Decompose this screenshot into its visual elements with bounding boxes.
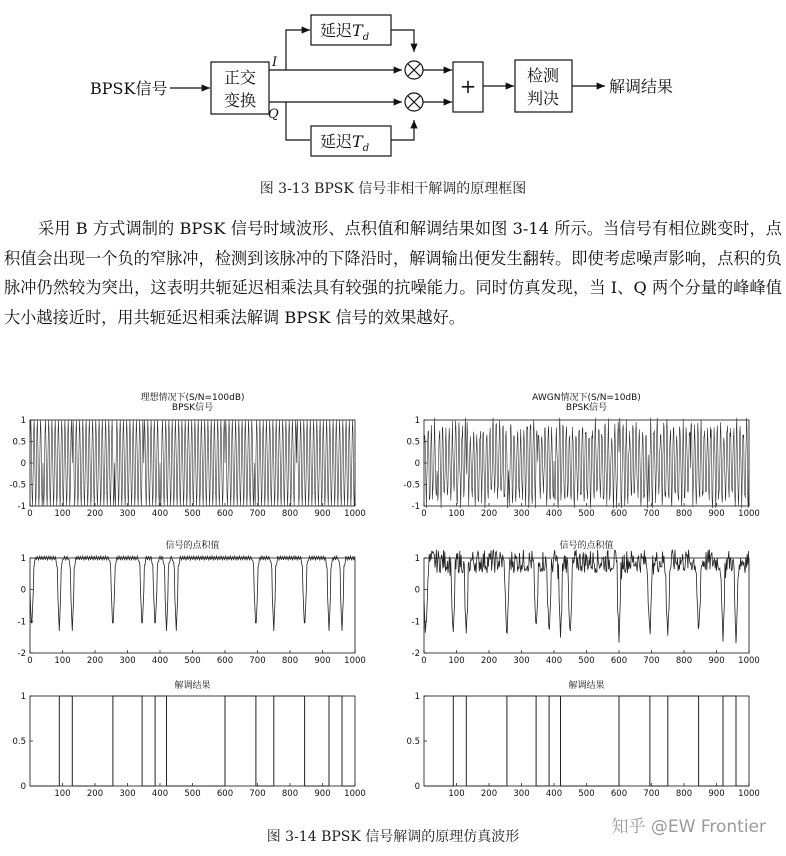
x-tick-label: 1000: [344, 789, 366, 799]
y-tick-label: -2: [411, 649, 420, 659]
x-tick-label: 300: [119, 789, 136, 799]
x-tick-label: 1000: [344, 509, 366, 519]
x-tick-label: 300: [513, 509, 530, 519]
i-label: I: [272, 55, 278, 70]
plot-frame: [30, 696, 355, 786]
x-tick-label: 900: [708, 789, 725, 799]
x-tick-label: 100: [54, 656, 71, 666]
x-tick-label: 300: [513, 789, 530, 799]
plot-subtitle: BPSK信号: [171, 403, 214, 413]
x-tick-label: 900: [314, 509, 331, 519]
x-tick-label: 300: [513, 656, 530, 666]
block-diagram: [0, 0, 786, 175]
y-tick-label: -0.5: [9, 480, 26, 491]
x-tick-label: 500: [578, 656, 595, 666]
x-tick-label: 200: [86, 789, 104, 799]
x-tick-label: 700: [643, 789, 660, 799]
sum-symbol: +: [459, 74, 477, 98]
dot-product-line: [30, 556, 355, 631]
plot-title: 解调结果: [568, 681, 605, 691]
y-tick-label: 1: [20, 692, 26, 702]
x-tick-label: 800: [281, 509, 299, 519]
paragraph-text: 采用 B 方式调制的 BPSK 信号时域波形、点积值和解调结果如图 3-14 所示。当信号有相位跳变时，点积值会出现一个负的窄脉冲，检测到该脉冲的下降沿时，解调输出便发生翻转。即使考虑噪声影响，点积的负脉冲仍然较为突出，这表明共轭延迟相乘法具有较强的抗噪能力。同时仿真发现，当 I、Q 两个分量的峰峰值大小越接近时，用共轭延迟相乘法解调 BPSK 信号的效果越好。: [4, 219, 782, 327]
y-tick-label: 1: [414, 554, 420, 564]
x-tick-label: 700: [249, 656, 266, 666]
bpsk-waveform: [424, 418, 749, 508]
x-tick-label: 100: [54, 789, 71, 799]
x-tick-label: 500: [578, 789, 595, 799]
detect-block-line2: 判决: [526, 89, 560, 108]
x-tick-label: 600: [216, 656, 234, 666]
input-label: BPSK信号: [90, 79, 168, 98]
x-tick-label: 200: [86, 656, 104, 666]
x-tick-label: 700: [249, 789, 266, 799]
x-tick-label: 100: [448, 656, 465, 666]
x-tick-label: 400: [545, 656, 563, 666]
delay-bottom-label: 延迟$T_d$: [320, 132, 370, 154]
plot-frame: [30, 558, 355, 653]
x-tick-label: 800: [281, 656, 299, 666]
x-tick-label: 1000: [738, 789, 760, 799]
x-tick-label: 700: [643, 656, 660, 666]
x-tick-label: 600: [610, 656, 628, 666]
x-tick-label: 400: [151, 789, 169, 799]
q-label: Q: [268, 107, 279, 122]
x-tick-label: 500: [184, 656, 201, 666]
x-tick-label: 300: [119, 509, 136, 519]
x-tick-label: 400: [151, 509, 169, 519]
x-tick-label: 0: [27, 656, 33, 666]
x-tick-label: 700: [249, 509, 266, 519]
delay-top-label: 延迟$T_d$: [320, 21, 370, 43]
plot-demod-awgn: [394, 680, 784, 810]
x-tick-label: 900: [708, 509, 725, 519]
x-tick-label: 300: [119, 656, 136, 666]
dot-product-line: [424, 550, 749, 644]
x-tick-label: 800: [675, 509, 693, 519]
x-tick-label: 400: [545, 789, 563, 799]
bpsk-waveform: [30, 420, 355, 506]
x-tick-label: 100: [448, 509, 465, 519]
x-tick-label: 600: [216, 509, 234, 519]
x-tick-label: 200: [86, 509, 104, 519]
y-tick-label: 0: [20, 782, 26, 792]
x-tick-label: 800: [675, 789, 693, 799]
plot-title: AWGN情况下(S/N=10dB): [532, 393, 641, 403]
x-tick-label: 200: [480, 509, 498, 519]
plot-frame: [424, 696, 749, 786]
plot-dot-product-ideal: [0, 540, 390, 670]
x-tick-label: 0: [421, 509, 427, 519]
plot-demod-ideal: [0, 680, 390, 810]
x-tick-label: 400: [151, 656, 169, 666]
plot-title: 信号的点积值: [559, 541, 614, 551]
x-tick-label: 100: [54, 509, 71, 519]
x-tick-label: 400: [545, 509, 563, 519]
x-tick-label: 800: [675, 656, 693, 666]
x-tick-label: 500: [184, 509, 201, 519]
x-tick-label: 900: [314, 789, 331, 799]
watermark-text: 知乎 @EW Frontier: [611, 817, 766, 837]
y-tick-label: 0.5: [12, 737, 26, 747]
y-tick-label: -2: [17, 649, 26, 659]
x-tick-label: 100: [448, 789, 465, 799]
y-tick-label: -1: [17, 502, 26, 512]
x-tick-label: 0: [27, 509, 33, 519]
y-tick-label: -1: [17, 617, 26, 628]
plot-bpsk-awgn: [394, 392, 784, 532]
y-tick-label: 0: [414, 585, 420, 596]
plot-dot-product-awgn: [394, 540, 784, 670]
x-tick-label: 1000: [738, 509, 760, 519]
plot-subtitle: BPSK信号: [565, 403, 608, 413]
y-tick-label: 0: [414, 782, 420, 792]
x-tick-label: 600: [216, 789, 234, 799]
figure-caption-2: 图 3-14 BPSK 信号解调的原理仿真波形: [266, 829, 520, 845]
iq-block-line1: 正交: [223, 68, 257, 87]
demod-step-line: [424, 696, 749, 786]
y-tick-label: 0.5: [406, 737, 420, 747]
y-tick-label: 1: [414, 416, 420, 426]
x-tick-label: 200: [480, 789, 498, 799]
output-label: 解调结果: [609, 77, 674, 96]
plot-title: 理想情况下(S/N=100dB): [140, 393, 245, 403]
demod-step-line: [30, 696, 355, 786]
y-tick-label: 0.5: [406, 437, 420, 448]
figure-caption-1: 图 3-13 BPSK 信号非相干解调的原理框图: [259, 181, 527, 197]
y-tick-label: -1: [411, 502, 420, 512]
plot-title: 解调结果: [174, 681, 211, 691]
x-tick-label: 500: [184, 789, 201, 799]
y-tick-label: 0.5: [12, 437, 26, 448]
x-tick-label: 600: [610, 509, 628, 519]
x-tick-label: 700: [643, 509, 660, 519]
x-tick-label: 800: [281, 789, 299, 799]
y-tick-label: 1: [20, 554, 26, 564]
x-tick-label: 900: [708, 656, 725, 666]
plot-bpsk-ideal: [0, 392, 390, 532]
y-tick-label: 0: [20, 585, 26, 596]
y-tick-label: -1: [411, 617, 420, 628]
plot-title: 信号的点积值: [165, 541, 220, 551]
y-tick-label: 0: [414, 459, 420, 469]
x-tick-label: 0: [421, 656, 427, 666]
detect-block-line1: 检测: [526, 66, 560, 85]
x-tick-label: 1000: [344, 656, 366, 666]
iq-block-line2: 变换: [223, 91, 257, 110]
body-paragraph: [4, 214, 782, 332]
x-tick-label: 200: [480, 656, 498, 666]
x-tick-label: 600: [610, 789, 628, 799]
y-tick-label: 1: [414, 692, 420, 702]
x-tick-label: 500: [578, 509, 595, 519]
x-tick-label: 900: [314, 656, 331, 666]
x-tick-label: 1000: [738, 656, 760, 666]
y-tick-label: -0.5: [403, 480, 420, 491]
y-tick-label: 1: [20, 416, 26, 426]
y-tick-label: 0: [20, 459, 26, 469]
